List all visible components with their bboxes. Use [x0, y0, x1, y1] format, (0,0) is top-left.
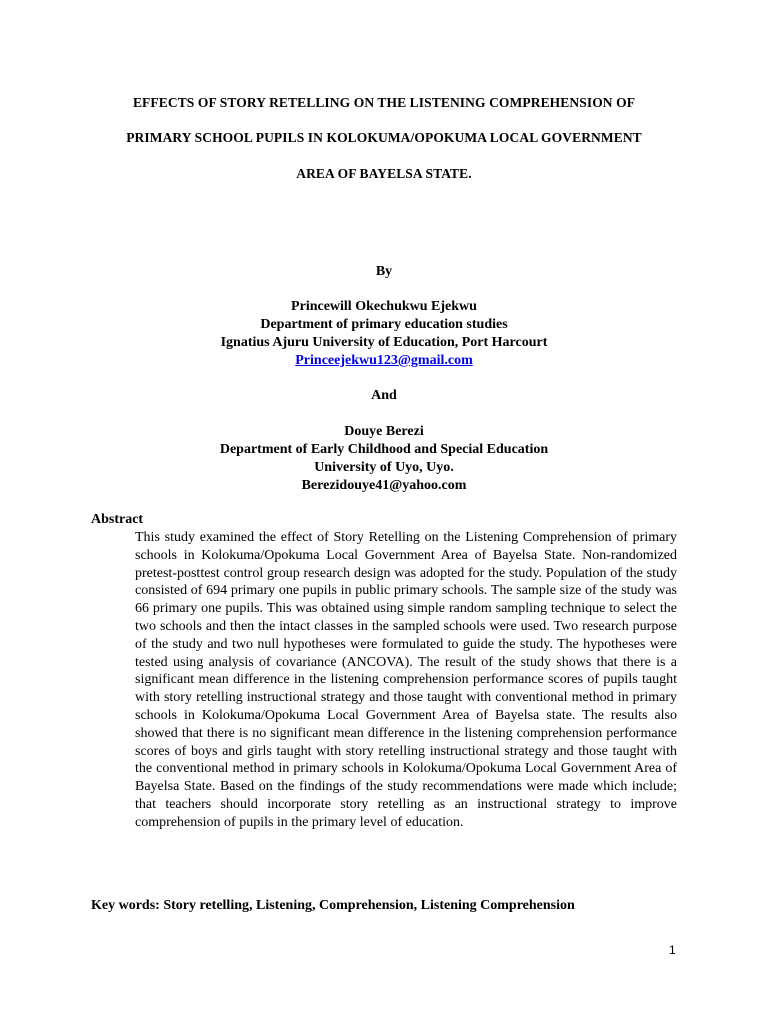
author2-department: Department of Early Childhood and Special Education [219, 442, 549, 457]
by-label: By [375, 264, 393, 279]
abstract-body: This study examined the effect of Story Retelling on the Listening Comprehension of primary schools in Kolokuma/Opokuma Local Government Area of Bayelsa State. Non-randomized pretest-posttest control group research design was adopted for the study. Population of the study consisted of 694 primary one pupils in public primary schools. The sample size of the study was 66 primary one pupils. This was obtained using simple random sampling technique to select the two schools and then the intact classes in the sampled schools were used. Two research purpose of the study and two null hypotheses were formulated to guide the study. The hypotheses were tested using analysis of covariance (ANCOVA). The result of the study shows that there is a significant mean difference in the listening comprehension performance scores of pupils taught with story retelling instructional strategy and those taught with conventional method in primary schools in Kolokuma/Opokuma Local Government Area of Bayelsa state. The results also showed that there is no significant mean difference in the listening comprehension performance scores of boys and girls taught with story retelling instructional strategy and those taught with the conventional method in primary schools in Kolokuma/Opokuma Local Government Area of Bayelsa State. Based on the findings of the study recommendations were made which include; that teachers should incorporate story retelling as an instructional strategy to improve comprehension of pupils in the primary level of education. [135, 530, 677, 830]
author2-block [0, 423, 768, 495]
abstract-heading: Abstract [91, 512, 144, 527]
author2-email: Berezidouye41@yahoo.com [301, 478, 467, 493]
author1-email-link[interactable]: Princeejekwu123@gmail.com [295, 353, 473, 368]
page-number: 1 [669, 943, 676, 957]
title-line-1: EFFECTS OF STORY RETELLING ON THE LISTENING COMPREHENSION OF [132, 95, 636, 110]
author1-institution: Ignatius Ajuru University of Education, Port Harcourt [220, 335, 548, 350]
keywords-line: Key words: Story retelling, Listening, Comprehension, Listening Comprehension [91, 898, 575, 913]
title-line-2: PRIMARY SCHOOL PUPILS IN KOLOKUMA/OPOKUMA LOCAL GOVERNMENT [126, 130, 642, 145]
author2-name: Douye Berezi [344, 424, 424, 439]
title-line-3: AREA OF BAYELSA STATE. [296, 166, 472, 181]
author2-institution: University of Uyo, Uyo. [314, 460, 454, 475]
author1-block [0, 298, 768, 370]
author1-name: Princewill Okechukwu Ejekwu [291, 299, 477, 314]
and-label: And [371, 388, 397, 403]
author1-department: Department of primary education studies [260, 317, 508, 332]
